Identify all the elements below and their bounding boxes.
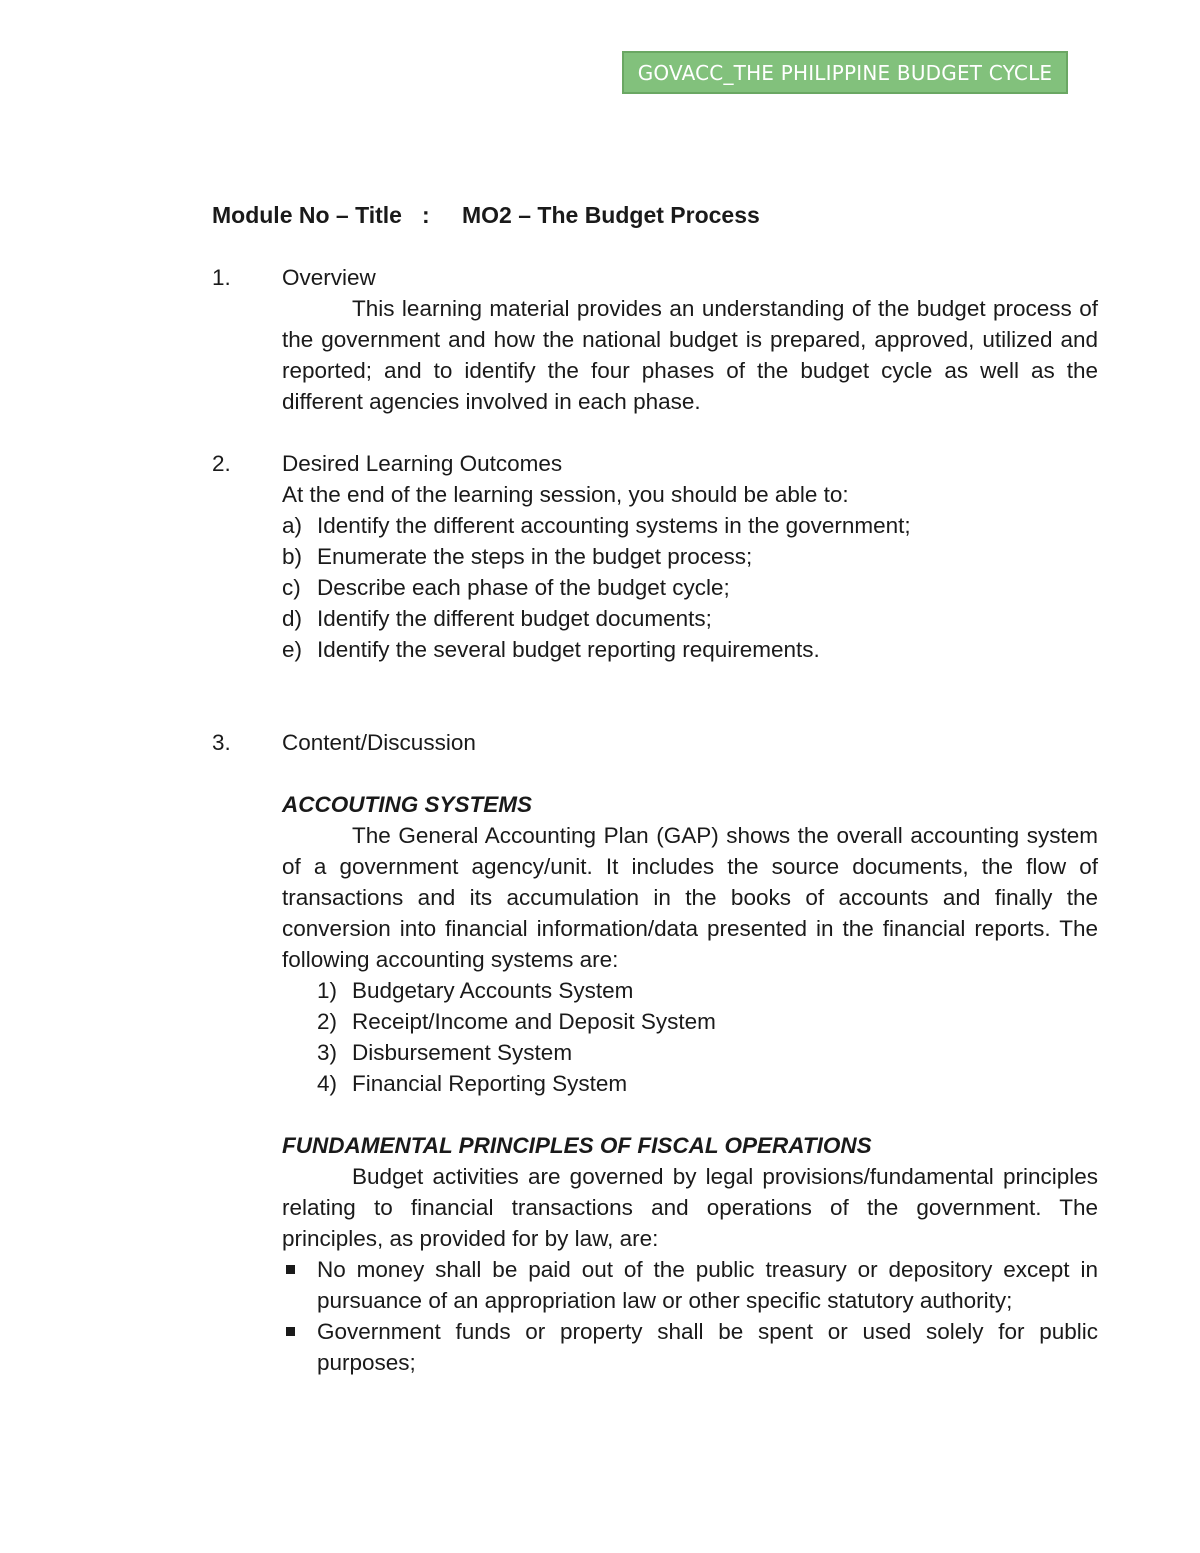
module-title: MO2 – The Budget Process xyxy=(462,202,760,228)
list-item-text: Disbursement System xyxy=(352,1040,573,1065)
list-item xyxy=(317,1068,1098,1099)
list-item-text: Identify the different budget documents; xyxy=(317,606,712,631)
accounting-systems-heading: ACCOUTING SYSTEMS xyxy=(282,792,533,817)
list-item xyxy=(282,634,1098,665)
list-item-text: Identify the several budget reporting requirements. xyxy=(317,637,820,662)
overview-paragraph: This learning material provides an understanding of the budget process of the government and how the national budget is prepared, approved, utilized and reported; and to identify the four phases of the budget cycle as well as the different agencies involved in each phase. xyxy=(282,296,1098,414)
list-item xyxy=(282,1254,1098,1316)
list-marker: b) xyxy=(282,544,303,569)
list-item xyxy=(317,975,1098,1006)
section-heading: Content/Discussion xyxy=(282,730,476,755)
square-bullet-icon xyxy=(282,1316,317,1378)
list-item xyxy=(317,1006,1098,1037)
list-item xyxy=(282,1316,1098,1378)
list-item-text: No money shall be paid out of the public treasury or depository except in pursuance of an appropriation law or other specific statutory authority; xyxy=(317,1257,1098,1313)
square-bullet-icon xyxy=(282,1254,317,1316)
principles-paragraph: Budget activities are governed by legal provisions/fundamental principles relating to financial transactions and operations of the government. The principles, as provided for by law, are: xyxy=(282,1164,1098,1251)
list-item xyxy=(282,603,1098,634)
list-item xyxy=(317,1037,1098,1068)
list-marker: 3) xyxy=(317,1040,338,1065)
list-marker: e) xyxy=(282,637,303,662)
list-marker: d) xyxy=(282,606,303,631)
list-item-text: Budgetary Accounts System xyxy=(352,978,634,1003)
accounting-systems-list xyxy=(282,975,1098,1099)
list-item-text: Describe each phase of the budget cycle; xyxy=(317,575,730,600)
document-body xyxy=(212,200,1098,1378)
section-learning-outcomes xyxy=(212,448,1098,665)
list-marker: 4) xyxy=(317,1071,338,1096)
section-heading: Desired Learning Outcomes xyxy=(282,451,563,476)
section-content-discussion xyxy=(212,727,1098,1378)
section-heading: Overview xyxy=(282,265,376,290)
list-item-text: Government funds or property shall be spent or used solely for public purposes; xyxy=(317,1319,1098,1375)
section-number: 2. xyxy=(212,451,231,476)
section-overview xyxy=(212,262,1098,417)
module-title-row xyxy=(212,200,1098,231)
accounting-paragraph: The General Accounting Plan (GAP) shows the overall accounting system of a government agency/unit. It includes the source documents, the flow of transactions and its accumulation in the books of accounts and finally the conversion into financial information/data presented in the financial reports. The following accounting systems are: xyxy=(282,823,1098,972)
list-item-text: Receipt/Income and Deposit System xyxy=(352,1009,716,1034)
module-label: Module No – Title xyxy=(212,202,402,228)
list-item-text: Enumerate the steps in the budget process; xyxy=(317,544,753,569)
list-marker: a) xyxy=(282,513,303,538)
list-item xyxy=(282,572,1098,603)
principles-bullet-list xyxy=(282,1254,1098,1378)
outcomes-list xyxy=(282,510,1098,665)
fiscal-principles-heading: FUNDAMENTAL PRINCIPLES OF FISCAL OPERATIONS xyxy=(282,1133,872,1158)
section-number: 1. xyxy=(212,265,231,290)
list-item xyxy=(282,541,1098,572)
module-colon: : xyxy=(422,202,430,228)
section-number: 3. xyxy=(212,730,231,755)
list-marker: 2) xyxy=(317,1009,338,1034)
outcomes-intro: At the end of the learning session, you should be able to: xyxy=(282,482,849,507)
list-marker: c) xyxy=(282,575,301,600)
list-item-text: Financial Reporting System xyxy=(352,1071,628,1096)
document-header-tag: GOVACC_THE PHILIPPINE BUDGET CYCLE xyxy=(622,51,1068,94)
list-item-text: Identify the different accounting systems in the government; xyxy=(317,513,911,538)
list-item xyxy=(282,510,1098,541)
list-marker: 1) xyxy=(317,978,338,1003)
